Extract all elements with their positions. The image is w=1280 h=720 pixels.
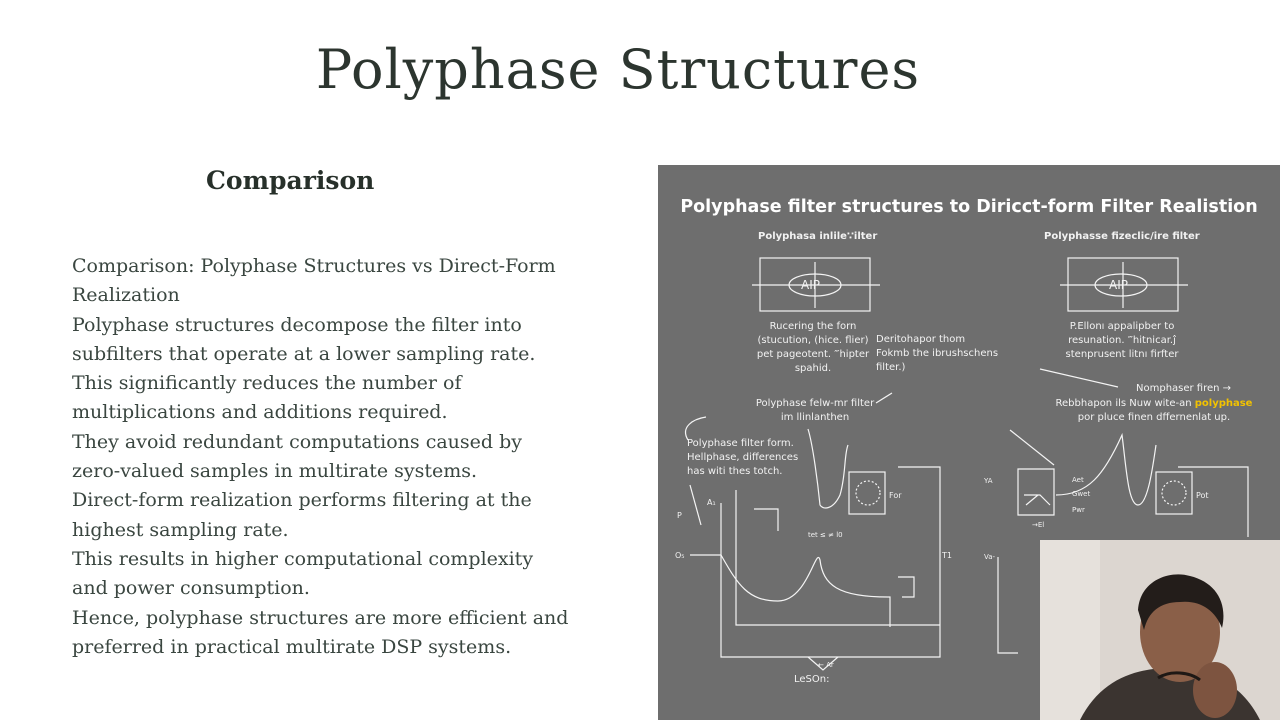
comparison-paragraph: This significantly reduces the number of multiplications and additions required.	[72, 372, 462, 424]
comparison-heading: Comparison	[206, 166, 375, 195]
pot-label: Pot	[1196, 491, 1209, 500]
bottom-label: LeSOn:	[794, 674, 830, 685]
nomphaser-label: Nomphaser firen →	[1136, 383, 1232, 394]
presenter-icon	[1040, 540, 1280, 720]
ya-label: YA	[984, 477, 993, 485]
right-description: P.Ellonı appalipber to resunation. ‴hitnicar.ĵ stenprusent litnı firfter	[1065, 321, 1179, 360]
o-label: O₅	[675, 551, 685, 560]
comparison-paragraph: This results in higher computational complexity and power consumption.	[72, 547, 534, 600]
mid-small-label: tet ≤ ≠ l0	[808, 531, 843, 539]
polyphase-highlight: polyphase	[1194, 398, 1253, 409]
callout-text: Polyphase filter form. Hellphase, differences has witi thes totch.	[687, 438, 799, 477]
comparison-paragraph: They avoid redundant computations caused by zero-valued samples in multirate systems.	[72, 430, 523, 483]
right-mid-label: Rebbhapon ils Nuw wite-an polyphase por pluce finen dffernenlat up.	[1055, 398, 1253, 423]
ar-label: ← Ar	[818, 661, 834, 669]
left-description: Rucering the forn (stucution, (hice. flier) pet pageotent. ‴hipter spahid.	[756, 321, 870, 374]
gwet-label: Gwet	[1072, 490, 1091, 498]
a1-label: A₁	[707, 498, 716, 507]
middle-description: Deritohapor thom Fokmb the ibrushschens filter.)	[876, 334, 999, 373]
comparison-paragraph: Hence, polyphase structures are more efficient and preferred in practical multirate DSP systems.	[72, 606, 569, 658]
va-label: Va-	[984, 553, 996, 561]
left-heading: Polyphasa inlile∵ilter	[758, 231, 878, 242]
t1-label: T1	[942, 551, 952, 560]
pwr-label: Pwr	[1072, 506, 1085, 514]
comparison-body	[72, 252, 572, 662]
el-label: →El	[1032, 521, 1045, 529]
right-heading: Polyphasse fizeclic/ire filter	[1044, 231, 1200, 242]
right-block-label: AIP	[1109, 278, 1128, 292]
comparison-paragraph: Polyphase structures decompose the filter into subfilters that operate at a lower sampling rate.	[72, 313, 536, 365]
comparison-paragraph: Direct-form realization performs filtering at the highest sampling rate.	[72, 489, 532, 541]
presenter-webcam	[1040, 540, 1280, 720]
for-label: For	[889, 491, 902, 500]
p-label: P	[677, 511, 682, 520]
left-mid-label: Polyphase felw-mr filter im llinlanthen	[755, 398, 875, 423]
slide-title: Polyphase Structures	[315, 38, 921, 101]
diagram-title: Polyphase filter structures to Diricct-form Filter Realistion	[680, 197, 1258, 217]
left-block-label: AIP	[801, 278, 820, 292]
comparison-paragraph: Comparison: Polyphase Structures vs Direct-Form Realization	[72, 255, 556, 307]
aet-label: Aet	[1072, 476, 1084, 484]
